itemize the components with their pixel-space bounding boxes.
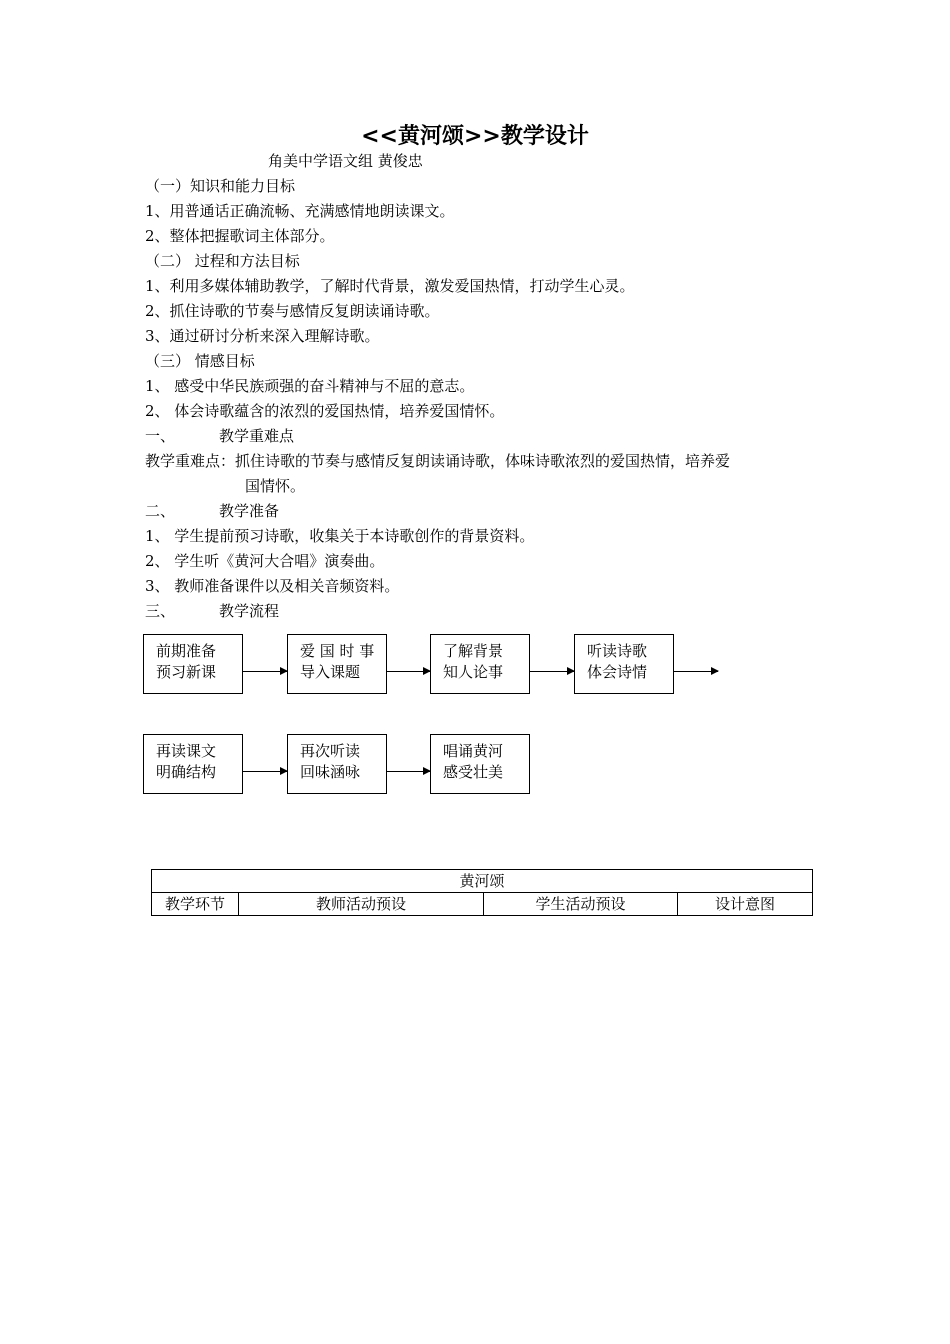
line-text: （一）知识和能力目标 xyxy=(145,177,296,195)
text-line xyxy=(145,249,815,274)
flow-step-text: 了解背景 xyxy=(443,642,504,660)
line-text: 1、 感受中华民族顽强的奋斗精神与不屈的意志。 xyxy=(145,377,475,395)
text-line xyxy=(145,324,815,349)
table-title-row xyxy=(152,870,813,893)
line-text: （三） 情感目标 xyxy=(145,352,255,370)
line-text: 1、用普通话正确流畅、充满感情地朗读课文。 xyxy=(145,202,455,220)
flow-step-text: 体会诗情 xyxy=(587,663,648,681)
line-text: 2、抓住诗歌的节奏与感情反复朗读诵诗歌。 xyxy=(145,302,440,320)
line-text: （二） 过程和方法目标 xyxy=(145,252,300,270)
flow-step-text: 知人论事 xyxy=(443,663,504,681)
table-header: 设计意图 xyxy=(678,893,813,916)
flow-step-text: 唱诵黄河 xyxy=(443,742,504,760)
table-header: 教学环节 xyxy=(152,893,239,916)
flow-step-box xyxy=(143,634,243,694)
line-text: 2、 学生听《黄河大合唱》演奏曲。 xyxy=(145,552,385,570)
line-text: 1、 学生提前预习诗歌，收集关于本诗歌创作的背景资料。 xyxy=(145,527,535,545)
text-line xyxy=(145,474,815,499)
text-line xyxy=(145,199,815,224)
text-line xyxy=(145,599,815,624)
line-text: 教学流程 xyxy=(219,602,280,620)
line-text: 3、通过研讨分析来深入理解诗歌。 xyxy=(145,327,380,345)
flow-step-box xyxy=(430,634,530,694)
flow-step-box xyxy=(574,634,674,694)
text-line xyxy=(145,224,815,249)
line-text: 3、 教师准备课件以及相关音频资料。 xyxy=(145,577,400,595)
flow-step-text: 听读诗歌 xyxy=(587,642,648,660)
flow-arrow xyxy=(387,771,430,772)
flow-step-text: 预习新课 xyxy=(156,663,217,681)
text-line xyxy=(145,499,815,524)
section-number: 一、 xyxy=(145,427,176,445)
flow-arrow xyxy=(530,671,574,672)
table-header: 教师活动预设 xyxy=(239,893,484,916)
text-line xyxy=(145,424,815,449)
line-text: 2、 体会诗歌蕴含的浓烈的爱国热情，培养爱国情怀。 xyxy=(145,402,505,420)
table-title: 黄河颂 xyxy=(152,870,813,893)
flow-step-text: 再次听读 xyxy=(300,742,361,760)
flow-arrow xyxy=(243,671,287,672)
line-text: 教学重难点 xyxy=(219,427,295,445)
flow-step-text: 回味涵咏 xyxy=(300,763,361,781)
table-header-row xyxy=(152,893,813,916)
flow-step-text: 导入课题 xyxy=(300,663,361,681)
line-text: 1、利用多媒体辅助教学，了解时代背景，激发爱国热情，打动学生心灵。 xyxy=(145,277,635,295)
author-line: 角美中学语文组 黄俊忠 xyxy=(268,152,423,170)
text-line xyxy=(145,449,815,474)
text-line xyxy=(145,574,815,599)
flow-arrow xyxy=(674,671,718,672)
lesson-table xyxy=(151,869,813,916)
flow-step-text: 明确结构 xyxy=(156,763,217,781)
body-text xyxy=(145,174,815,624)
flow-step-box xyxy=(287,734,387,794)
flow-step-box xyxy=(430,734,530,794)
section-number: 二、 xyxy=(145,502,176,520)
text-line xyxy=(145,549,815,574)
flow-arrow xyxy=(387,671,430,672)
flow-step-box xyxy=(287,634,387,694)
flow-step-box xyxy=(143,734,243,794)
line-text: 2、整体把握歌词主体部分。 xyxy=(145,227,335,245)
flow-step-text: 前期准备 xyxy=(156,642,217,660)
line-text: 教学重难点：抓住诗歌的节奏与感情反复朗读诵诗歌，体味诗歌浓烈的爱国热情，培养爱 xyxy=(145,452,731,470)
flow-step-text: 爱 国 时 事 xyxy=(300,642,375,660)
text-line xyxy=(145,274,815,299)
text-line xyxy=(145,349,815,374)
flow-arrow xyxy=(243,771,287,772)
line-text: 国情怀。 xyxy=(245,477,306,495)
text-line xyxy=(145,174,815,199)
text-line xyxy=(145,399,815,424)
flow-step-text: 感受壮美 xyxy=(443,763,504,781)
text-line xyxy=(145,524,815,549)
table-header: 学生活动预设 xyxy=(484,893,678,916)
section-number: 三、 xyxy=(145,602,176,620)
flow-step-text: 再读课文 xyxy=(156,742,217,760)
text-line xyxy=(145,299,815,324)
text-line xyxy=(145,374,815,399)
line-text: 教学准备 xyxy=(219,502,280,520)
document-title: <<黄河颂>>教学设计 xyxy=(361,124,589,149)
